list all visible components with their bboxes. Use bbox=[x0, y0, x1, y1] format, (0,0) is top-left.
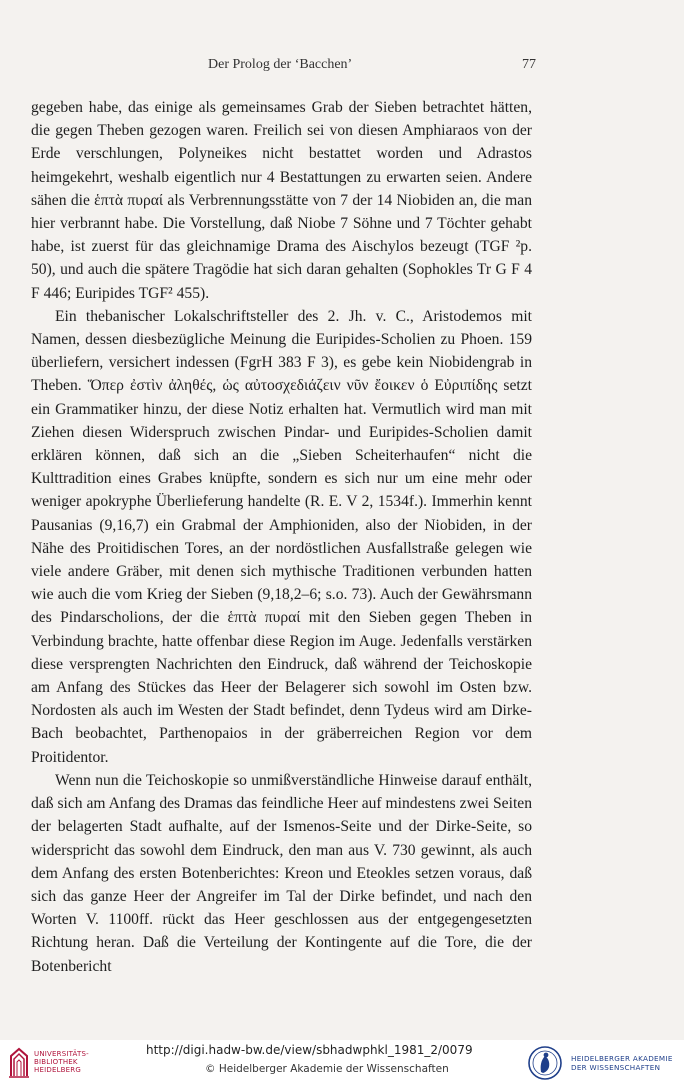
digitization-footer bbox=[0, 1040, 684, 1087]
digital-copy-url[interactable]: http://digi.hadw-bw.de/view/sbhadwphkl_1981_2/0079 bbox=[146, 1043, 473, 1057]
paragraph-2: Ein thebanischer Lokalschriftsteller des 2. Jh. v. C., Aristodemos mit Namen, dessen diesbezügliche Meinung die Euripides-Scholien zu Phoen. 159 überliefern, versichert indessen (FgrH 383 F 3), es gebe kein Niobidengrab in Theben. Ὅπερ ἐστὶν ἀληθές, ὡς αὐτοσχεδιάζειν νῦν ἔοικεν ὁ Εὐριπίδης setzt ein Grammatiker hinzu, der diese Notiz erhalten hat. Vermutlich wird man mit Ziehen diesen Widerspruch zwischen Pindar- und Euripides-Scholien damit erklären können, daß sich an die „Sieben Scheiterhaufen“ nicht die Kulttradition eines Grabes knüpfte, sondern es sich nur um eine mehr oder weniger apokryphe Überlieferung handelte (R. E. V 2, 1534f.). Immerhin kennt Pausanias (9,16,7) ein Grabmal der Amphioniden, also der Niobiden, in der Nähe des Proitidischen Tores, an der nordöstlichen Ausfallstraße gelegen wie viele andere Gräber, mit denen sich mythische Traditionen verbunden hatten wie auch die vom Krieg der Sieben (9,18,2–6; s.o. 73). Auch der Gewährsmann des Pindarscholions, der die ἑπτὰ πυραί mit den Sieben gegen Theben in Verbindung brachte, hatte offenbar diese Region im Auge. Jedenfalls verstärken diese versprengten Nachrichten den Eindruck, daß während der Teichoskopie am Anfang des Stückes das Heer der Belagerer sich sowohl im Osten bzw. Nordosten als auch im Westen der Stadt befindet, denn Tydeus wird am Dirke-Bach beobachtet, Parthenopaios in der gräberreichen Region vor dem Proitidentor. bbox=[31, 307, 532, 766]
running-title: Der Prolog der ‘Bacchen’ bbox=[208, 57, 353, 72]
paragraph-1: gegeben habe, das einige als gemeinsames Grab der Sieben betrachtet hätten, die gegen Theben gezogen waren. Freilich sei von diesen Amphiaraos von der Erde verschlungen, Polyneikes nicht bestattet worden und Adrastos heimgekehrt, weshalb eigentlich nur 4 Bestattungen zu erwarten seien. Andere sähen die ἑπτὰ πυραί als Verbrennungsstätte von 7 der 14 Niobiden an, die man hier verbrannt habe. Die Vorstellung, daß Niobe 7 Söhne und 7 Töchter gehabt habe, ist zuerst für das gleichnamige Drama des Aischylos bezeugt (TGF ²p. 50), und auch die spätere Tragödie hat sich daran gehalten (Sophokles Tr G F 4 F 446; Euripides TGF² 455). bbox=[31, 99, 532, 302]
academy-seal-icon bbox=[528, 1044, 562, 1082]
page-number: 77 bbox=[522, 57, 536, 72]
university-library-name: UNIVERSITÄTS- BIBLIOTHEK HEIDELBERG bbox=[34, 1050, 89, 1074]
academy-name: HEIDELBERGER AKADEMIE DER WISSENSCHAFTEN bbox=[571, 1054, 673, 1072]
body-text bbox=[31, 96, 532, 978]
copyright-notice: © Heidelberger Akademie der Wissenschaften bbox=[205, 1063, 449, 1075]
paragraph-3: Wenn nun die Teichoskopie so unmißverständliche Hinweise darauf enthält, daß sich am Anfang des Dramas das feindliche Heer auf mindestens zwei Seiten der belagerten Stadt aufhalte, auf der Ismenos-Seite und der Dirke-Seite, so widerspricht das sowohl dem Eindruck, den man aus V. 730 gewinnt, als auch dem Anfang des ersten Botenberichtes: Kreon und Eteokles setzen voraus, daß sich das ganze Heer der Angreifer im Tal der Dirke befindet, und nach den Worten V. 1100ff. rückt das Heer geschlossen aus der entgegengesetzten Richtung heran. Daß die Verteilung der Kontingente auf die Tore, die der Botenbericht bbox=[31, 771, 532, 975]
university-library-logo-icon bbox=[8, 1046, 30, 1080]
